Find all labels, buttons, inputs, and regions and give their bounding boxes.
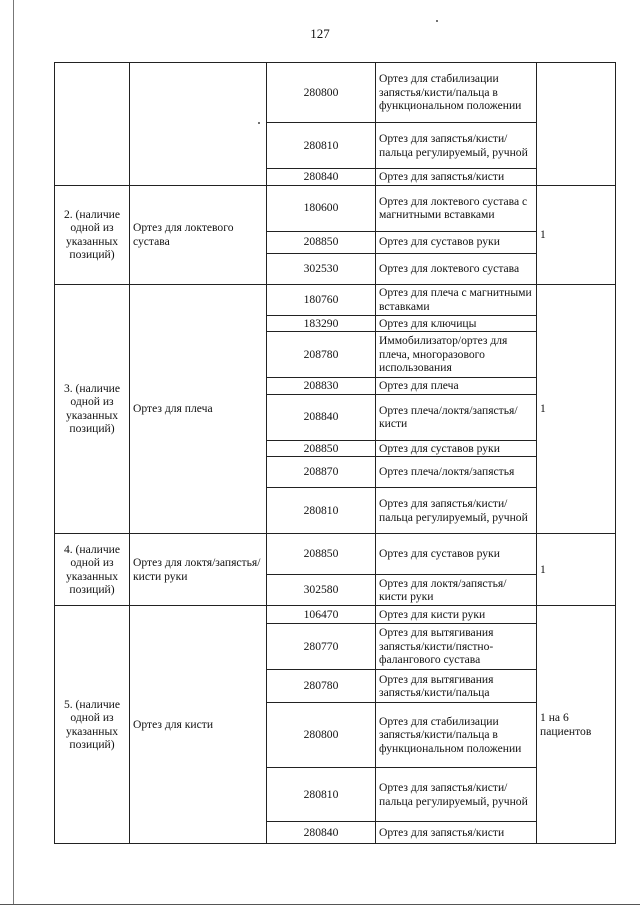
code-cell: 106470: [267, 606, 376, 624]
table-row: [55, 63, 616, 123]
description-cell: Ортез для стабилизации запястья/кисти/пальца в функциональном положении: [376, 703, 537, 768]
description-cell: Ортез плеча/локтя/запястья: [376, 457, 537, 488]
group-name-cell: Ортез для плеча: [130, 284, 267, 534]
code-cell: 280800: [267, 703, 376, 768]
description-cell: Ортез для стабилизации запястья/кисти/пальца в функциональном положении: [376, 63, 537, 123]
description-cell: Ортез для суставов руки: [376, 440, 537, 457]
code-cell: 208870: [267, 457, 376, 488]
description-cell: Ортез для локтевого сустава: [376, 253, 537, 284]
description-cell: Ортез для ключицы: [376, 315, 537, 332]
table-row: [55, 284, 616, 315]
description-cell: Ортез для вытягивания запястья/кисти/пястно-фалангового сустава: [376, 624, 537, 670]
code-cell: 208850: [267, 534, 376, 575]
code-cell: 302530: [267, 253, 376, 284]
description-cell: Ортез плеча/локтя/запястья/ кисти: [376, 394, 537, 440]
code-cell: 280840: [267, 169, 376, 186]
code-cell: 280770: [267, 624, 376, 670]
quantity-cell: 1 на 6 пациентов: [537, 606, 616, 844]
table-row: [55, 534, 616, 575]
description-cell: Ортез для запястья/кисти: [376, 822, 537, 844]
code-cell: 180600: [267, 185, 376, 231]
code-cell: 208850: [267, 440, 376, 457]
code-cell: 208850: [267, 231, 376, 253]
description-cell: Ортез для кисти руки: [376, 606, 537, 624]
orthosis-table: [54, 62, 616, 844]
code-cell: 208840: [267, 394, 376, 440]
description-cell: Ортез для запястья/кисти/пальца регулируемый, ручной: [376, 123, 537, 169]
description-cell: Ортез для локтя/запястья/кисти руки: [376, 575, 537, 606]
group-name-cell: [130, 63, 267, 186]
description-cell: Ортез для суставов руки: [376, 231, 537, 253]
quantity-cell: 1: [537, 534, 616, 606]
table-row: [55, 606, 616, 624]
quantity-cell: 1: [537, 284, 616, 534]
code-cell: 180760: [267, 284, 376, 315]
group-number-cell: 2. (наличие одной из указанных позиций): [55, 185, 130, 284]
description-cell: Ортез для плеча: [376, 378, 537, 395]
description-cell: Ортез для запястья/кисти/пальца регулируемый, ручной: [376, 768, 537, 822]
group-number-cell: [55, 63, 130, 186]
quantity-cell: [537, 63, 616, 186]
group-name-cell: Ортез для локтевого сустава: [130, 185, 267, 284]
description-cell: Иммобилизатор/ортез для плеча, многоразового использования: [376, 332, 537, 378]
group-name-cell: Ортез для кисти: [130, 606, 267, 844]
code-cell: 280810: [267, 768, 376, 822]
description-cell: Ортез для суставов руки: [376, 534, 537, 575]
group-number-cell: 5. (наличие одной из указанных позиций): [55, 606, 130, 844]
code-cell: 280810: [267, 488, 376, 534]
group-number-cell: 3. (наличие одной из указанных позиций): [55, 284, 130, 534]
description-cell: Ортез для запястья/кисти: [376, 169, 537, 186]
description-cell: Ортез для вытягивания запястья/кисти/пальца: [376, 670, 537, 703]
quantity-cell: 1: [537, 185, 616, 284]
group-number-cell: 4. (наличие одной из указанных позиций): [55, 534, 130, 606]
code-cell: 208780: [267, 332, 376, 378]
code-cell: 280840: [267, 822, 376, 844]
description-cell: Ортез для запястья/кисти/пальца регулируемый, ручной: [376, 488, 537, 534]
description-cell: Ортез для плеча с магнитными вставками: [376, 284, 537, 315]
table-row: [55, 185, 616, 231]
code-cell: 280800: [267, 63, 376, 123]
code-cell: 302580: [267, 575, 376, 606]
code-cell: 280780: [267, 670, 376, 703]
page-number: 127: [310, 26, 330, 41]
description-cell: Ортез для локтевого сустава с магнитными вставками: [376, 185, 537, 231]
code-cell: 183290: [267, 315, 376, 332]
code-cell: 280810: [267, 123, 376, 169]
code-cell: 208830: [267, 378, 376, 395]
scan-border-left: [13, 0, 14, 905]
group-name-cell: Ортез для локтя/запястья/кисти руки: [130, 534, 267, 606]
scan-speck: [436, 20, 438, 22]
